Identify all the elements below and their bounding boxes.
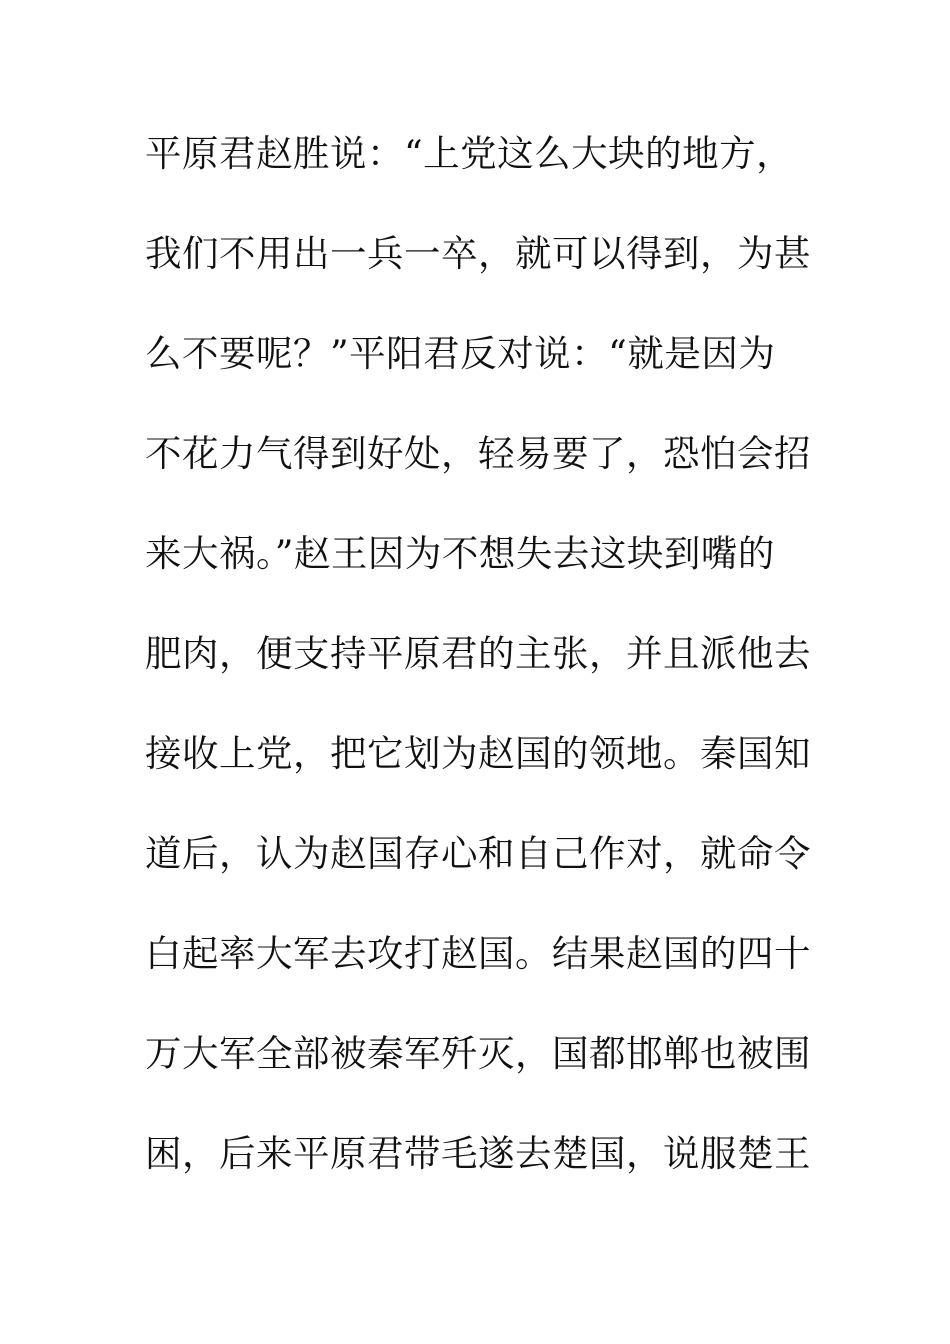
text-line: 道后，认为赵国存心和自己作对，就命令 <box>145 832 811 875</box>
text-line: 我们不用出一兵一卒，就可以得到，为甚 <box>145 232 811 275</box>
text-line: 么不要呢？”平阳君反对说：“就是因为 <box>145 332 776 375</box>
text-line: 来大祸。”赵王因为不想失去这块到嘴的 <box>145 532 775 575</box>
text-line: 困，后来平原君带毛遂去楚国，说服楚王 <box>145 1132 811 1175</box>
text-line: 白起率大军去攻打赵国。结果赵国的四十 <box>145 932 811 975</box>
text-line: 接收上党，把它划为赵国的领地。秦国知 <box>145 732 811 775</box>
body-text <box>145 124 815 1224</box>
text-line: 肥肉，便支持平原君的主张，并且派他去 <box>145 632 811 675</box>
text-line: 万大军全部被秦军歼灭，国都邯郸也被围 <box>145 1032 811 1075</box>
text-line: 不花力气得到好处，轻易要了，恐怕会招 <box>145 432 811 475</box>
text-line: 平原君赵胜说：“上党这么大块的地方， <box>145 132 794 175</box>
